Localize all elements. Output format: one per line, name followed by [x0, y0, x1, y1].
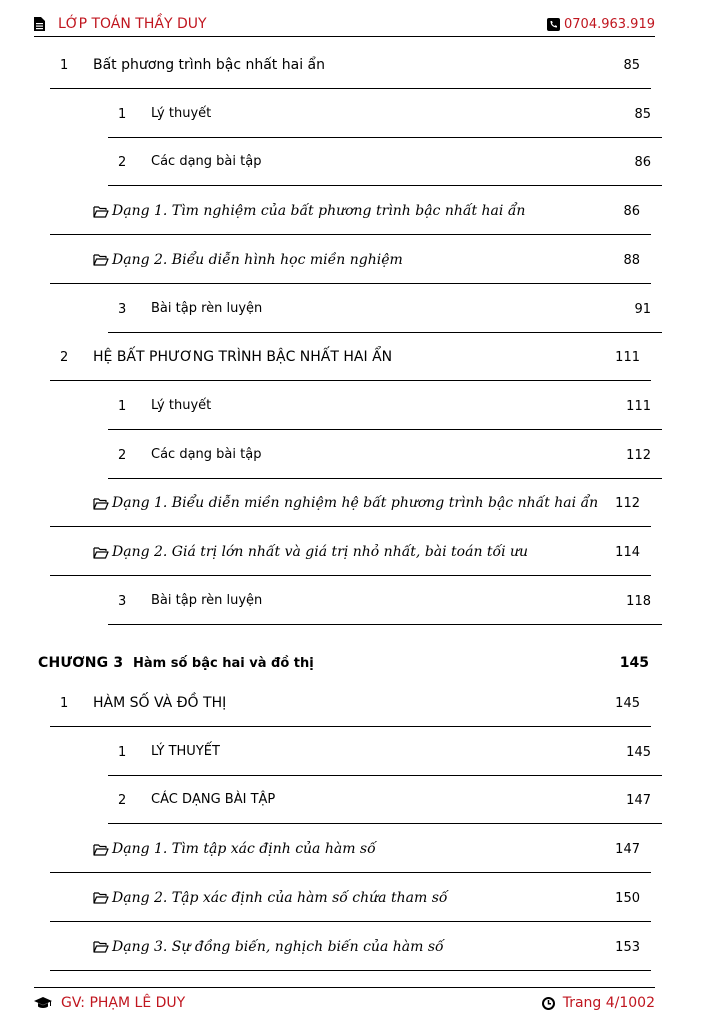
toc-item-page: 91 — [634, 301, 651, 317]
toc-item-title: HỆ BẤT PHƯƠNG TRÌNH BẬC NHẤT HAI ẨN — [93, 349, 393, 366]
toc-item-dang[interactable] — [50, 873, 651, 922]
page-footer — [34, 987, 655, 1012]
toc-item-page: 88 — [623, 252, 640, 268]
chapter-title: Hàm số bậc hai và đồ thị — [133, 656, 314, 671]
toc-item-page: 86 — [623, 204, 640, 220]
toc-item-dang[interactable] — [50, 922, 651, 971]
graduation-cap-icon — [34, 997, 52, 1009]
chapter-page: 145 — [619, 655, 649, 671]
toc-item-number: 2 — [118, 447, 127, 463]
toc-item-number: 2 — [60, 350, 69, 366]
toc-item-title: CÁC DẠNG BÀI TẬP — [151, 792, 276, 808]
toc-item-title — [93, 203, 525, 219]
toc-item-page: 150 — [615, 890, 640, 906]
toc-item-subsection[interactable] — [108, 727, 662, 776]
toc-item-dang[interactable] — [50, 824, 651, 873]
toc-item-number: 3 — [118, 593, 127, 609]
page-header — [34, 14, 655, 37]
toc-item-title-text: Dạng 1. Biểu diễn miền nghiệm hệ bất phương trình bậc nhất hai ẩn — [112, 495, 599, 512]
toc-item-subsection[interactable] — [108, 775, 662, 824]
toc-item-dang[interactable] — [50, 527, 651, 576]
folder-open-icon — [93, 940, 109, 953]
toc-item-number: 1 — [60, 58, 69, 73]
toc-item-page: 147 — [626, 793, 651, 809]
toc-item-title-text: Dạng 2. Tập xác định của hàm số chứa tham số — [112, 889, 448, 906]
toc-item-subsection[interactable] — [108, 89, 662, 138]
toc-item-title-text: Dạng 2. Giá trị lớn nhất và giá trị nhỏ nhất, bài toán tối ưu — [112, 544, 529, 560]
toc-item-section[interactable] — [50, 678, 651, 727]
toc-item-number: 2 — [118, 155, 127, 171]
toc-item-title: Các dạng bài tập — [151, 154, 262, 170]
toc-item-title: Lý thuyết — [151, 105, 212, 121]
chapter-heading[interactable] — [38, 655, 649, 675]
toc-item-title-text: Dạng 2. Biểu diễn hình học miền nghiệm — [112, 251, 403, 268]
footer-teacher: GV: PHẠM LÊ DUY — [61, 995, 186, 1011]
footer-page-number: Trang 4/1002 — [562, 995, 655, 1011]
toc-item-title — [93, 939, 444, 955]
toc-item-section[interactable] — [50, 332, 651, 381]
toc-item-title-text: Dạng 1. Tìm tập xác định của hàm số — [112, 841, 376, 858]
toc-item-title: Bất phương trình bậc nhất hai ẩn — [93, 57, 325, 73]
toc-item-title: Các dạng bài tập — [151, 446, 262, 462]
header-phone: 0704.963.919 — [564, 17, 655, 32]
toc-item-title-text: Dạng 1. Tìm nghiệm của bất phương trình bậc nhất hai ẩn — [112, 203, 526, 220]
toc-item-number: 1 — [118, 106, 127, 122]
toc-item-subsection[interactable] — [108, 430, 662, 479]
header-left — [34, 16, 207, 32]
toc-item-number: 1 — [118, 398, 127, 414]
toc-item-title: Lý thuyết — [151, 397, 212, 413]
header-right — [547, 17, 655, 32]
toc-item-subsection[interactable] — [108, 137, 662, 186]
toc-item-page: 112 — [615, 496, 640, 512]
folder-open-icon — [93, 843, 109, 856]
toc-item-number: 3 — [118, 301, 127, 317]
folder-open-icon — [93, 205, 109, 218]
toc-item-subsection[interactable] — [108, 576, 662, 625]
toc-item-subsection[interactable] — [108, 381, 662, 430]
folder-open-icon — [93, 497, 109, 510]
toc-item-page: 118 — [626, 593, 651, 609]
folder-open-icon — [93, 891, 109, 904]
toc-item-page: 111 — [615, 350, 640, 366]
footer-left — [34, 995, 185, 1011]
toc-item-page: 85 — [623, 58, 640, 73]
chapter-label: CHƯƠNG 3 — [38, 655, 124, 671]
header-title: LỚP TOÁN THẦY DUY — [58, 16, 207, 32]
toc-item-title: Bài tập rèn luyện — [151, 592, 263, 608]
footer-right — [542, 995, 655, 1011]
folder-open-icon — [93, 546, 109, 559]
toc-item-page: 111 — [626, 398, 651, 414]
toc-item-title — [93, 890, 447, 906]
toc-item-subsection[interactable] — [108, 284, 662, 333]
toc-item-page: 112 — [626, 447, 651, 463]
toc-item-title — [93, 544, 528, 560]
document-icon — [34, 17, 45, 31]
toc-item-title: HÀM SỐ VÀ ĐỒ THỊ — [93, 695, 227, 711]
toc-item-title — [93, 495, 598, 511]
toc-item-title — [93, 841, 376, 857]
folder-open-icon — [93, 253, 109, 266]
toc-item-page: 145 — [626, 744, 651, 760]
toc-item-page: 145 — [615, 696, 640, 711]
toc-item-title — [93, 252, 403, 268]
toc-item-page: 147 — [615, 842, 640, 858]
toc-item-dang[interactable] — [50, 235, 651, 284]
toc-item-number: 1 — [118, 744, 127, 760]
clock-icon — [542, 997, 555, 1010]
toc-item-dang[interactable] — [50, 186, 651, 235]
toc-item-page: 114 — [615, 545, 640, 560]
toc-item-number: 1 — [60, 696, 69, 711]
toc-item-number: 2 — [118, 793, 127, 809]
toc-item-page: 85 — [634, 106, 651, 122]
toc-item-page: 86 — [634, 155, 651, 171]
toc-item-title: Bài tập rèn luyện — [151, 300, 263, 316]
toc-item-dang[interactable] — [50, 478, 651, 527]
toc-item-page: 153 — [615, 939, 640, 955]
toc-item-title: LÝ THUYẾT — [151, 743, 220, 759]
phone-icon — [547, 18, 560, 31]
toc-item-section[interactable] — [50, 40, 651, 89]
toc-item-title-text: Dạng 3. Sự đồng biến, nghịch biến của hàm số — [112, 938, 444, 955]
